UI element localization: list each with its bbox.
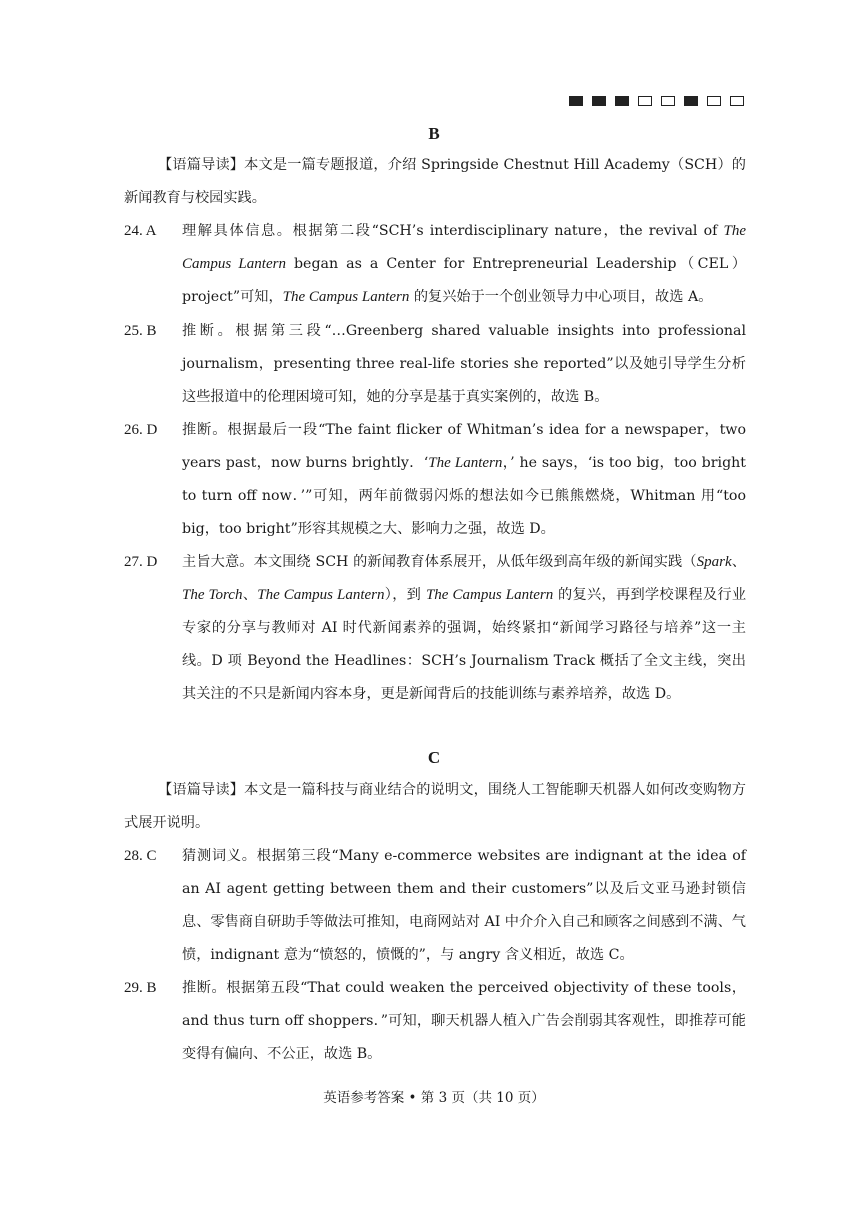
explanation-text: 猜测词义。根据第三段“Many e-commerce websites are indignant at the idea of an AI agent getting between them and their customers”以及后文亚马逊封锁信息、零售商自研助手等做法可推知，电商网站对 AI 中介介入自己和顾客之间感到不满、气愤，indignant 意为“愤怒的，愤慨的”，与 angry 含义相近，故选 C。 [182, 848, 746, 963]
question-number: 27. D [124, 554, 158, 570]
section-b-intro-label: 【语篇导读】 [158, 157, 245, 173]
question-24 [124, 215, 746, 314]
explanation-text: began as a Center for Entrepreneurial Leadership（CEL）project”可知， [182, 256, 747, 305]
section-c-intro-text: 本文是一篇科技与商业结合的说明文，围绕人工智能聊天机器人如何改变购物方式展开说明。 [124, 782, 746, 831]
explanation-text: 主旨大意。本文围绕 SCH 的新闻教育体系展开，从低年级到高年级的新闻实践（ [182, 554, 697, 570]
explanation-text: 的复兴始于一个创业领导力中心项目，故选 A。 [409, 289, 713, 305]
explanation-text: 推断。根据第五段“That could weaken the perceived objectivity of these tools，and thus turn off shoppers．”可知，聊天机器人植入广告会削弱其客观性，即推荐可能变得有偏向、不公正，故选 B。 [182, 980, 746, 1062]
explanation-text: 的复兴，再到学校课程及行业专家的分享与教师对 AI 时代新闻素养的强调，始终紧扣“新闻学习路径与培养”这一主线。D 项 Beyond the Headlines：SCH’s Journalism Track 概括了全文主线，突出其关注的不只是新闻内容本身，更是新闻背后的技能训练与素养培养，故选 D。 [182, 587, 747, 702]
section-b-intro-text: 本文是一篇专题报道，介绍 Springside Chestnut Hill Academy（SCH）的新闻教育与校园实践。 [124, 157, 746, 206]
explanation-text: ），到 [384, 587, 426, 603]
page-footer: 英语参考答案 • 第 3 页（共 10 页） [323, 1090, 545, 1106]
question-28 [124, 840, 746, 972]
explanation-text: 推断。根据最后一段“The faint flicker of Whitman’s idea for a newspaper，two years past，now burns brightly．‘ [182, 422, 746, 471]
question-explanation [182, 972, 746, 1071]
italic-title: The Campus Lantern [282, 289, 410, 305]
question-26 [124, 414, 746, 546]
question-number: 26. D [124, 422, 158, 438]
section-b-intro [124, 149, 746, 215]
filled-box-icon [615, 96, 629, 106]
question-number: 29. B [124, 980, 157, 996]
filled-box-icon [592, 96, 606, 106]
explanation-text: 、 [242, 587, 258, 603]
italic-title: The Campus Lantern [425, 587, 554, 603]
question-number: 28. C [124, 848, 157, 864]
italic-title: Spark [696, 554, 732, 570]
italic-title: The Campus Lantern [257, 587, 385, 603]
explanation-text: ，’ he says，‘is too big，too bright to turn off now．’”可知，两年前微弱闪烁的想法如今已熊熊燃烧，Whitman 用“too big，too bright”形容其规模之大、影响力之强，故选 D。 [182, 455, 746, 537]
explanation-text: 、 [731, 554, 746, 570]
section-c-heading: C [427, 748, 441, 767]
question-explanation [182, 840, 746, 972]
explanation-text: 推断。根据第三段“…Greenberg shared valuable insights into professional journalism，presenting three real-life stories she reported”以及她引导学生分析这些报道中的伦理困境可知，她的分享是基于真实案例的，故选 B。 [182, 323, 746, 405]
empty-box-icon [638, 96, 652, 106]
empty-box-icon [707, 96, 721, 106]
question-29 [124, 972, 746, 1071]
question-explanation [182, 315, 746, 414]
section-c-intro-label: 【语篇导读】 [158, 782, 245, 798]
italic-title: The Campus Lantern [182, 223, 746, 272]
filled-box-icon [569, 96, 583, 106]
question-27 [124, 546, 746, 711]
italic-title: The Lantern [428, 455, 503, 471]
explanation-text: 理解具体信息。根据第二段“SCH’s interdisciplinary nature，the revival of [182, 223, 724, 239]
question-number: 24. A [124, 223, 157, 239]
question-explanation [182, 546, 746, 711]
filled-box-icon [684, 96, 698, 106]
question-25 [124, 315, 746, 414]
empty-box-icon [730, 96, 744, 106]
question-explanation [182, 215, 746, 314]
section-c-intro [124, 774, 746, 840]
empty-box-icon [661, 96, 675, 106]
question-explanation [182, 414, 746, 546]
section-b-heading: B [428, 124, 440, 143]
question-number: 25. B [124, 323, 157, 339]
progress-boxes [569, 96, 744, 106]
italic-title: The Torch [182, 587, 243, 603]
